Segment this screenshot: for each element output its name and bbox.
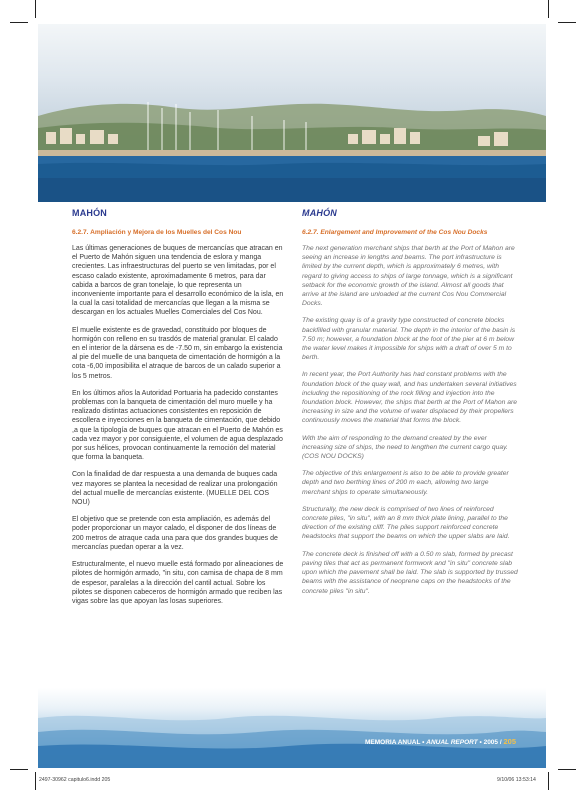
separator-bullet: • xyxy=(422,739,425,746)
memoria-anual-label: MEMORIA ANUAL xyxy=(364,739,421,746)
paragraph: Las últimas generaciones de buques de mercancías que atracan en el Puerto de Mahón siguen una tendencia de eslora y manga crecientes. Las infraestructuras del puerto se ven limitadas, por el escaso calado existente, aproximadamente 6 metros, para dar cabida a barcos de gran tonelaje, lo que representa un inconveniente importante para el desarrollo económico de la isla, en la cual la casi totalidad de mercancías que llegan a la misma se descargan en los actuales Muelles Comerciales del Cos Nou. xyxy=(72,245,284,317)
harbour-illustration xyxy=(38,24,546,202)
paragraph: The concrete deck is finished off with a 0.50 m slab, formed by precast paving tiles that act as permanent formwork and "in situ" concrete slab upon which the pavement shall be laid. The slab is supported by trussed beams with the assistance of neoprene caps on the headstocks of the concrete piles "in situ". xyxy=(302,550,518,595)
paragraph: En los últimos años la Autoridad Portuaria ha padecido constantes problemas con la banqueta de cimentación del muro muelle y ha realizado distintas actuaciones consistentes en reposición de escollera e inyecciones en la banqueta de cimentación, que debido ,a que la tipología de buques que atracan en el Puerto de Mahón es cada vez mayor y por consiguiente, el volumen de agua desplazado por sus hélices, provocan continuamente la remoción del material que forma la banqueta. xyxy=(72,389,283,462)
footer-band xyxy=(38,688,546,768)
annual-report-label: ANUAL REPORT xyxy=(426,739,478,746)
paragraph: The existing quay is of a gravity type constructed of concrete blocks backfilled with granular material. The depth in the interior of the basin is 7.50 m; however, a foundation block at the foot of the pier at 6 m below the water level makes it impossible for ships with a draft of over 5 m to berth. xyxy=(302,317,516,362)
english-column xyxy=(302,208,518,604)
section-heading: MAHÓN xyxy=(302,208,337,218)
slug-filename: 2497-30962 capitulo6.indd 205 xyxy=(39,777,111,783)
paragraph: El objetivo que se pretende con esta ampliación, es además del poder proporcionar un mayor calado, el disponer de dos líneas de 200 metros de atraque cada una para que dos grandes buques de mercancías puedan operar a la vez. xyxy=(72,516,278,551)
paragraph: Con la finalidad de dar respuesta a una demanda de buques cada vez mayores se plantea la necesidad de realizar una prolongación del actual muelle de mercancías existente. (MUELLE DEL COS NOU) xyxy=(72,471,278,507)
paragraph: El muelle existente es de gravedad, constituido por bloques de hormigón con relleno en su trasdós de material granular. El calado en el interior de la dársena es de -7.50 m, sin embargo la existencia al pie del muelle de una banqueta de cimentación de hormigón a la cota -6,00 imposibilita el atraque de barcos de un calado superior a los 5 metros. xyxy=(72,326,283,380)
crop-mark xyxy=(558,769,576,770)
separator-slash: / xyxy=(499,739,502,746)
paragraph: The objective of this enlargement is also to be able to provide greater depth and two berthing lines of 200 m each, allowing two large merchant ships to operate simultaneously. xyxy=(302,470,509,496)
section-subheading: 6.2.7. Enlargement and Improvement of the Cos Nou Docks xyxy=(302,229,488,236)
crop-mark xyxy=(548,0,549,18)
crop-mark xyxy=(10,22,28,23)
slug-timestamp: 9/10/06 13:53:14 xyxy=(497,777,536,783)
page-number: 205 xyxy=(503,737,516,746)
crop-mark xyxy=(35,0,36,18)
footer-running-title xyxy=(365,736,516,748)
paragraph: Estructuralmente, el nuevo muelle está formado por alineaciones de pilotes de hormigón armado, "in situ, con camisa de chapa de 8 mm de espesor, paralelas a la dirección del cantil actual. Sobre los pilotes se disponen cabeceros de hormigón armado que reciben las vigas sobre las que apoyan las losas superiores. xyxy=(72,561,284,605)
crop-mark xyxy=(548,772,549,790)
paragraph: In recent year, the Port Authority has had constant problems with the foundation block of the quay wall, and has undertaken several initiatives including the repositioning of the rock filling and injection into the foundation block. However, the ships that berth at the Port of Mahon are increasing in size and the volume of water displaced by their propellers continuously moves the material that forms the block. xyxy=(302,371,518,425)
section-heading: MAHÓN xyxy=(72,208,107,218)
paragraph: Structurally, the new deck is comprised of two lines of reinforced concrete piles, "in situ", with an 8 mm thick plate lining, parallel to the direction of the existing cliff. The piles support reinforced concrete headstocks that support the beams on which the upper slabs are laid. xyxy=(302,505,510,541)
spanish-column xyxy=(72,208,286,614)
crop-mark xyxy=(35,772,36,790)
section-subheading: 6.2.7. Ampliación y Mejora de los Muelles del Cos Nou xyxy=(72,229,242,236)
crop-mark xyxy=(10,769,28,770)
paragraph: With the aim of responding to the demand created by the ever increasing size of ships, the need to lengthen the current cargo quay. (COS NOU DOCKS) xyxy=(302,434,508,461)
wave-illustration xyxy=(38,688,546,768)
crop-mark xyxy=(558,22,576,23)
harbour-photo xyxy=(38,24,546,202)
paragraph: The next generation merchant ships that berth at the Port of Mahon are seeing an increase in lengths and beams. The port infrastructure is limited by the current depth, which is approximately 6 metres, with regard to giving access to ships of large tonnage, which is a significant setback for the economic growth of the island. Almost all goods that arrive at the island are unloaded at the current Cos Nou Commercial Docks. xyxy=(302,245,515,308)
separator-bullet: • xyxy=(479,739,482,746)
year-label: 2005 xyxy=(483,739,499,746)
